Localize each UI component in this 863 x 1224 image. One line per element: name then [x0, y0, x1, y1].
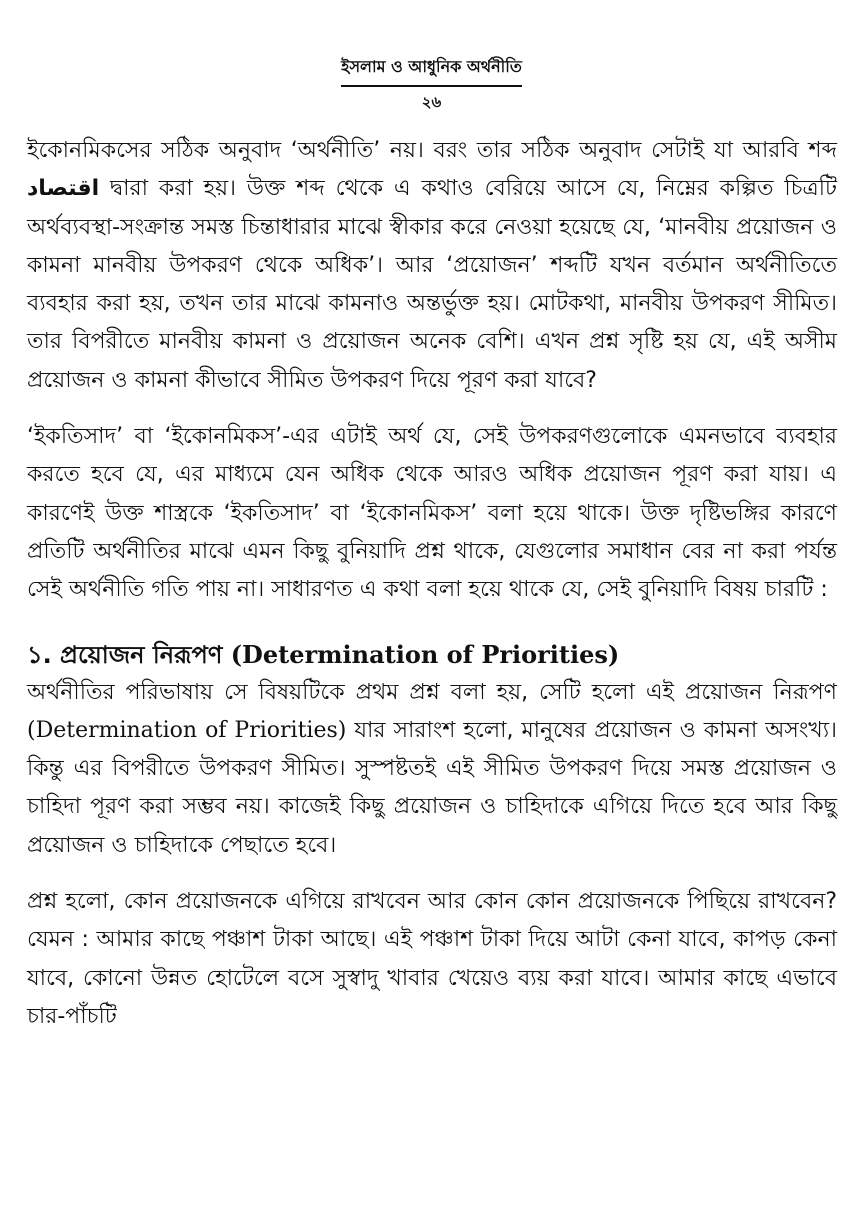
paragraph-1-part-a: ইকোনমিকসের সঠিক অনুবাদ ‘অর্থনীতি’ নয়। বরং তার সঠিক অনুবাদ সেটাই যা আরবি শব্দ [27, 138, 837, 163]
running-header [0, 54, 863, 116]
section-heading-bangla: ১. প্রয়োজন নিরূপণ [27, 640, 231, 669]
paragraph-3-part-a: অর্থনীতির পরিভাষায় সে বিষয়টিকে প্রথম প্রশ্ন বলা হয়, সেটি হলো এই প্রয়োজন নিরূপণ [27, 679, 837, 705]
paragraph-4: প্রশ্ন হলো, কোন প্রয়োজনকে এগিয়ে রাখবেন আর কোন কোন প্রয়োজনকে পিছিয়ে রাখবেন? যেমন : আমার কাছে পঞ্চাশ টাকা আছে। এই পঞ্চাশ টাকা দিয়ে আটা কেনা যাবে, কাপড় কেনা যাবে, কোনো উন্নত হোটেলে বসে সুস্বাদু খাবার খেয়েও ব্যয় করা যাবে। আমার কাছে এভাবে চার-পাঁচটি [27, 889, 837, 1029]
paragraph-3-part-b: যার সারাংশ হলো, মানুষের প্রয়োজন ও কামনা অসংখ্য। কিন্তু এর বিপরীতে উপকরণ সীমিত। সুস্পষ্টতই এই সীমিত উপকরণ দিয়ে সমস্ত প্রয়োজন ও চাহিদা পূরণ করা সম্ভব নয়। কাজেই কিছু প্রয়োজন ও চাহিদাকে এগিয়ে দিতে হবে আর কিছু প্রয়োজন ও চাহিদাকে পেছাতে হবে। [27, 717, 837, 858]
section-heading-1 [27, 636, 837, 674]
page-body [27, 132, 837, 1054]
page-number: ২৬ [421, 93, 442, 111]
paragraph-2: ‘ইকতিসাদ’ বা ‘ইকোনমিকস’-এর এটাই অর্থ যে, সেই উপকরণগুলোকে এমনভাবে ব্যবহার করতে হবে যে, এর মাধ্যমে যেন অধিক থেকে আরও অধিক প্রয়োজন পূরণ করা যায়। এ কারণেই উক্ত শাস্ত্রকে ‘ইকতিসাদ’ বা ‘ইকোনমিকস’ বলা হয়ে থাকে। উক্ত দৃষ্টিভঙ্গির কারণে প্রতিটি অর্থনীতির মাঝে এমন কিছু বুনিয়াদি প্রশ্ন থাকে, যেগুলোর সমাধান বের না করা পর্যন্ত সেই অর্থনীতি গতি পায় না। সাধারণত এ কথা বলা হয়ে থাকে যে, সেই বুনিয়াদি বিষয় চারটি : [27, 424, 837, 603]
book-title: ইসলাম ও আধুনিক অর্থনীতি [341, 54, 522, 87]
section-heading-english: (Determination of Priorities) [230, 639, 620, 669]
english-term: (Determination of Priorities) [27, 717, 347, 743]
arabic-word: اقتصاد [27, 176, 100, 202]
paragraph-1-part-b: দ্বারা করা হয়। উক্ত শব্দ থেকে এ কথাও বেরিয়ে আসে যে, নিম্নের কল্পিত চিত্রটি অর্থব্যবস্থা-সংক্রান্ত সমস্ত চিন্তাধারার মাঝে স্বীকার করে নেওয়া হয়েছে যে, ‘মানবীয় প্রয়োজন ও কামনা মানবীয় উপকরণ থেকে অধিক’। আর ‘প্রয়োজন’ শব্দটি যখন বর্তমান অর্থনীতিতে ব্যবহার করা হয়, তখন তার মাঝে কামনাও অন্তর্ভুক্ত হয়। মোটকথা, মানবীয় উপকরণ সীমিত। তার বিপরীতে মানবীয় কামনা ও প্রয়োজন অনেক বেশি। এখন প্রশ্ন সৃষ্টি হয় যে, এই অসীম প্রয়োজন ও কামনা কীভাবে সীমিত উপকরণ দিয়ে পূরণ করা যাবে? [27, 176, 837, 393]
paragraph-1 [27, 132, 837, 400]
paragraph-3 [27, 674, 837, 865]
